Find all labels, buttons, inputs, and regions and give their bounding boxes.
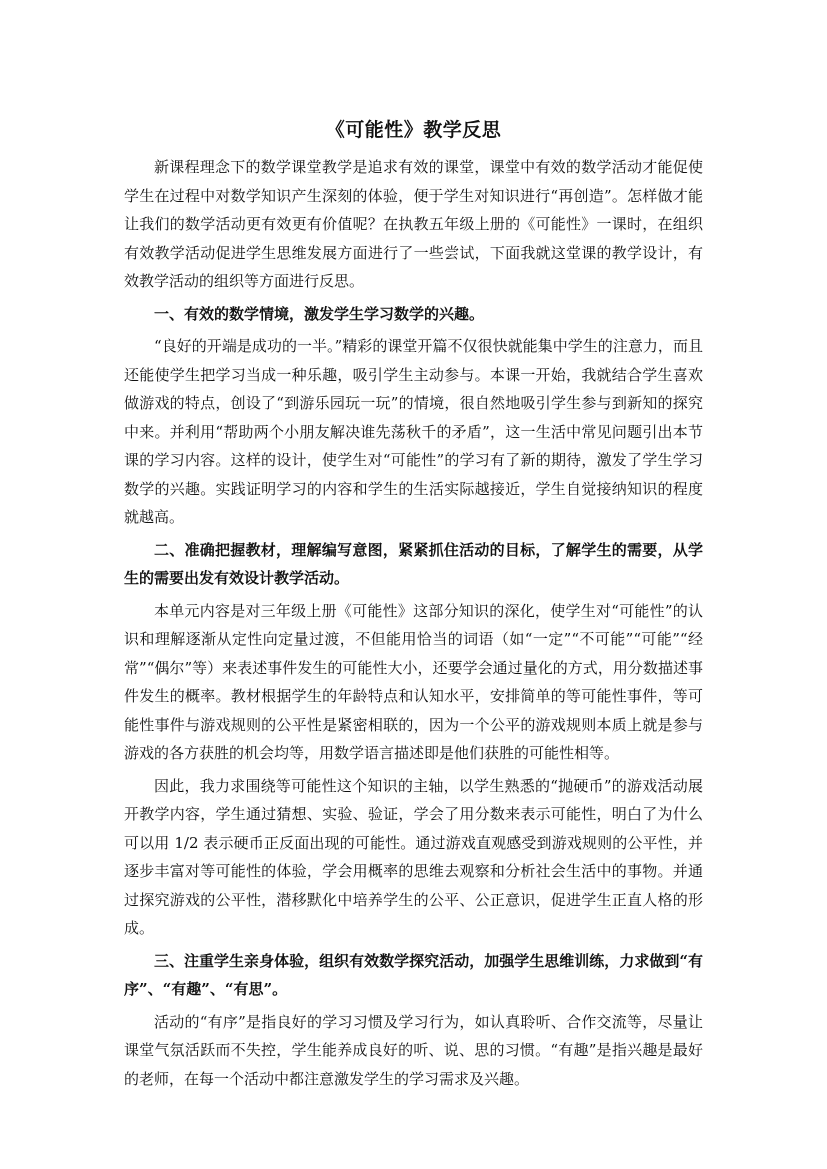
document-title: 《可能性》教学反思 bbox=[325, 119, 502, 141]
section-2-heading: 二、准确把握教材，理解编写意图，紧紧抓住活动的目标，了解学生的需要，从学生的需要出发有效设计教学活动。 bbox=[124, 540, 703, 587]
section-3-heading: 三、注重学生亲身体验，组织有效数学探究活动，加强学生思维训练，力求做到“有序”、“有趣”、“有思”。 bbox=[124, 951, 703, 998]
section-3-paragraph: 活动的“有序”是指良好的学习习惯及学习行为，如认真聆听、合作交流等，尽量让课堂气氛活跃而不失控，学生能养成良好的听、说、思的习惯。“有趣”是指兴趣是最好的老师，在每一个活动中都注意激发学生的学习需求及兴趣。 bbox=[124, 1012, 703, 1088]
section-2-paragraph-1: 本单元内容是对三年级上册《可能性》这部分知识的深化，使学生对“可能性”的认识和理解逐渐从定性向定量过渡，不但能用恰当的词语（如“一定”“不可能”“可能”“经常”“偶尔”等）来表述事件发生的可能性大小，还要学会通过量化的方式，用分数描述事件发生的概率。教材根据学生的年龄特点和认知水平，安排简单的等可能性事件，等可能性事件与游戏规则的公平性是紧密相联的，因为一个公平的游戏规则本质上就是参与游戏的各方获胜的机会均等，用数学语言描述即是他们获胜的可能性相等。 bbox=[124, 601, 703, 762]
section-1-paragraph: “良好的开端是成功的一半。”精彩的课堂开篇不仅很快就能集中学生的注意力，而且还能使学生把学习当成一种乐趣，吸引学生主动参与。本课一开始，我就结合学生喜欢做游戏的特点，创设了“到游乐园玩一玩”的情境，很自然地吸引学生参与到新知的探究中来。并利用“帮助两个小朋友解决谁先荡秋千的矛盾”，这一生活中常见问题引出本节课的学习内容。这样的设计，使学生对“可能性”的学习有了新的期待，激发了学生学习数学的兴趣。实践证明学习的内容和学生的生活实际越接近，学生自觉接纳知识的程度就越高。 bbox=[124, 337, 703, 526]
section-2-paragraph-2: 因此，我力求围绕等可能性这个知识的主轴，以学生熟悉的“抛硬币”的游戏活动展开教学内容，学生通过猜想、实验、验证，学会了用分数来表示可能性，明白了为什么可以用 1/2 表示硬币正反面出现的可能性。通过游戏直观感受到游戏规则的公平性，并逐步丰富对等可能性的体验，学会用概率的思维去观察和分析社会生活中的事物。并通过探究游戏的公平性，潜移默化中培养学生的公平、公正意识，促进学生正直人格的形成。 bbox=[124, 776, 703, 937]
intro-paragraph: 新课程理念下的数学课堂教学是追求有效的课堂，课堂中有效的数学活动才能促使学生在过程中对数学知识产生深刻的体验，便于学生对知识进行“再创造”。怎样做才能让我们的数学活动更有效更有价值呢？在执教五年级上册的《可能性》一课时，在组织有效教学活动促进学生思维发展方面进行了一些尝试，下面我就这堂课的教学设计，有效教学活动的组织等方面进行反思。 bbox=[124, 158, 703, 290]
section-1-heading: 一、有效的数学情境，激发学生学习数学的兴趣。 bbox=[154, 304, 485, 323]
document-body bbox=[124, 116, 703, 1097]
